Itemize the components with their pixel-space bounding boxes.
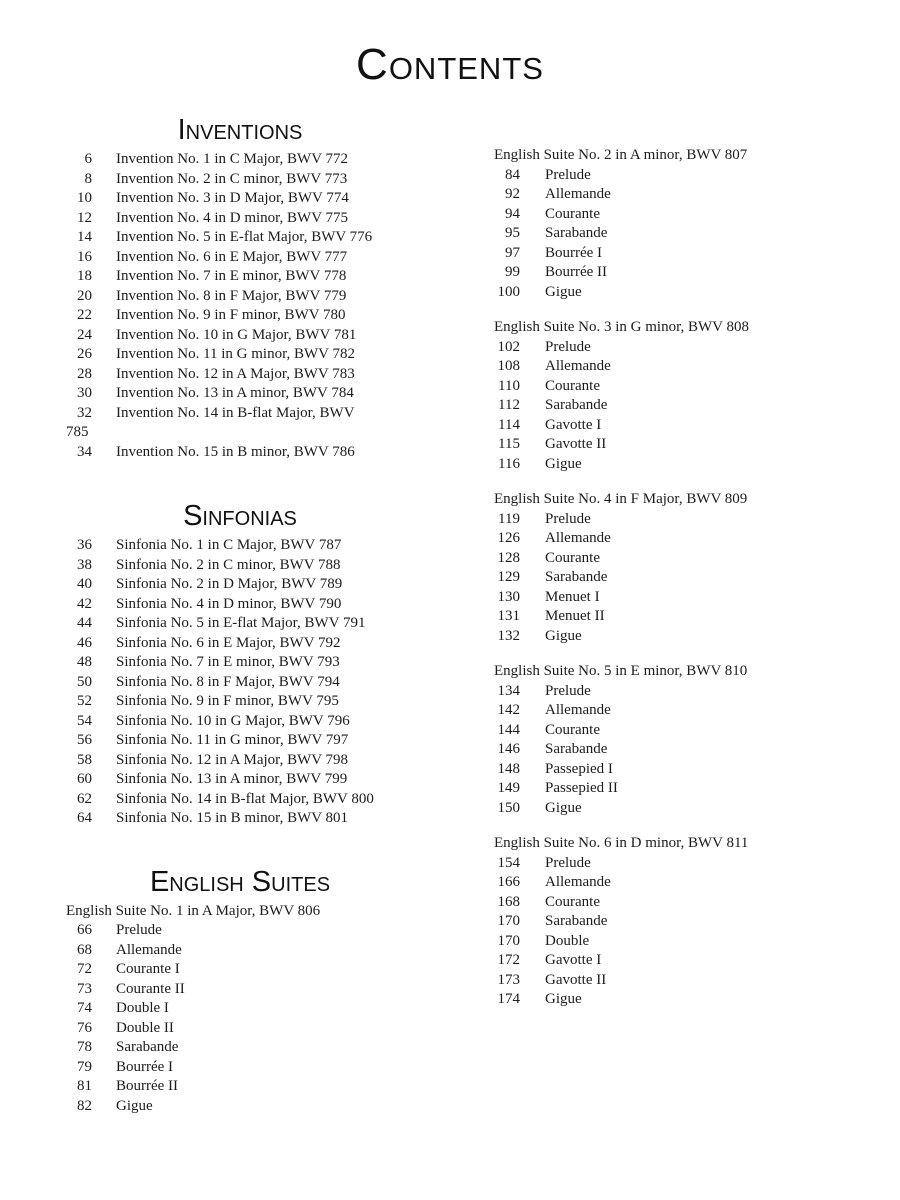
contents-entry[interactable] [66,170,446,190]
page-number: 112 [498,397,520,413]
entry-title: Gavotte I [545,952,602,968]
entry-title: Allemande [545,874,611,890]
entry-title: Sinfonia No. 7 in E minor, BWV 793 [116,654,340,670]
entry-title: Invention No. 4 in D minor, BWV 775 [116,209,349,226]
entry-title: Sarabande [545,569,608,585]
contents-entry[interactable] [494,873,854,893]
entry-title: Sinfonia No. 13 in A minor, BWV 799 [116,771,348,787]
page-number: 170 [497,913,520,929]
page-number: 34 [77,443,92,460]
contents-entry[interactable] [494,205,854,225]
entry-title: Courante [545,721,600,738]
entry-title: Courante [545,377,600,394]
page-number: 173 [497,971,520,988]
page-number: 115 [498,436,520,452]
page-number: 126 [497,530,520,546]
page-number: 26 [77,346,92,362]
page-number: 76 [77,1019,92,1036]
contents-entry[interactable] [66,1077,446,1097]
page-number: 60 [77,771,92,787]
page-number: 38 [77,556,92,573]
contents-entry[interactable] [66,941,446,961]
page-number: 24 [77,326,92,343]
entry-title: Sarabande [545,225,608,241]
page-number: 74 [77,1000,92,1016]
entry-title: Prelude [116,922,162,938]
entry-title-continuation: 785 [66,424,89,440]
contents-entry[interactable] [494,166,854,186]
page-number: 146 [497,741,520,757]
contents-entry[interactable] [66,999,446,1019]
entry-title: Sinfonia No. 14 in B-flat Major, BWV 800 [116,790,374,807]
contents-entry[interactable] [494,932,854,952]
page-number: 102 [497,338,520,355]
entry-title: Invention No. 8 in F Major, BWV 779 [116,287,347,304]
page-number: 20 [77,287,92,304]
entry-title: Sarabande [545,741,608,757]
entry-title: Sinfonia No. 15 in B minor, BWV 801 [116,810,349,826]
page-number: 129 [497,569,520,585]
suite-title[interactable]: English Suite No. 2 in A minor, BWV 807 [494,147,748,163]
contents-entry[interactable] [66,614,446,634]
page-number: 150 [497,799,520,816]
page-number: 50 [77,673,92,690]
page-number: 30 [77,385,92,401]
contents-entry[interactable] [66,575,446,595]
suite-title[interactable]: English Suite No. 5 in E minor, BWV 810 [494,663,748,679]
entry-title: Sinfonia No. 11 in G minor, BWV 797 [116,732,349,748]
contents-entry[interactable] [66,692,446,712]
suite-title[interactable]: English Suite No. 3 in G minor, BWV 808 [494,319,749,335]
contents-entry[interactable] [494,701,854,721]
english-suite-3-group [494,318,854,474]
entry-title: Sinfonia No. 6 in E Major, BWV 792 [116,634,341,651]
page-number: 172 [497,952,520,968]
entry-title: Invention No. 11 in G minor, BWV 782 [116,346,355,362]
inventions-list [66,150,446,462]
right-column [494,146,854,1026]
entry-title: Double I [116,1000,169,1016]
contents-entry[interactable] [66,326,446,346]
contents-entry[interactable] [494,357,854,377]
english-suite-1-group [66,902,446,1117]
inventions-heading: Inventions [177,114,303,146]
entry-title: Gavotte II [545,436,607,452]
contents-entry[interactable] [494,244,854,264]
page-number: 134 [497,682,520,699]
suite-title[interactable]: English Suite No. 1 in A Major, BWV 806 [66,902,321,919]
entry-title: Prelude [545,338,591,355]
page-number: 99 [505,264,520,280]
entry-title: Sarabande [116,1039,179,1055]
contents-entry[interactable] [494,740,854,760]
contents-entry[interactable] [66,790,446,810]
page-number: 128 [497,549,520,566]
page-number: 116 [498,455,520,472]
page-number: 110 [498,377,520,394]
page-number: 16 [77,248,92,265]
page-number: 130 [497,588,520,605]
entry-title: Invention No. 13 in A minor, BWV 784 [116,385,354,401]
entry-title: Menuet I [545,588,600,605]
entry-title: Gigue [545,627,582,644]
entry-title: Menuet II [545,608,605,624]
entry-title: Passepied I [545,760,613,777]
contents-entry[interactable] [494,760,854,780]
contents-entry[interactable] [494,283,854,303]
suite-title[interactable]: English Suite No. 4 in F Major, BWV 809 [494,491,748,507]
entry-title: Bourrée I [545,244,603,261]
entry-title: Courante [545,205,600,222]
entry-title: Gigue [545,991,582,1007]
contents-entry[interactable] [66,1058,446,1078]
page-number: 12 [77,209,92,226]
contents-entry[interactable] [494,721,854,741]
contents-entry[interactable] [66,228,446,248]
page-number: 79 [77,1058,92,1075]
entry-title: Prelude [545,682,591,699]
english-suite-5-group [494,662,854,818]
contents-entry[interactable] [494,912,854,932]
contents-entry[interactable] [66,384,446,404]
page-number: 52 [77,693,92,709]
entry-title: Sinfonia No. 12 in A Major, BWV 798 [116,751,349,768]
page-number: 82 [77,1097,92,1114]
contents-entry[interactable] [494,568,854,588]
entry-title: Gavotte I [545,416,602,433]
contents-entry[interactable] [66,673,446,693]
contents-entry[interactable] [66,404,446,443]
contents-entry[interactable] [494,893,854,913]
entry-title: Invention No. 2 in C minor, BWV 773 [116,170,348,187]
entry-title: Sinfonia No. 4 in D minor, BWV 790 [116,595,342,612]
english-suite-1-block [66,902,446,1117]
page-number: 64 [77,810,92,826]
page-number: 66 [77,922,92,938]
page-title: Contents [356,40,544,89]
entry-title: Courante I [116,961,180,977]
entry-title: Prelude [545,166,591,183]
sinfonias-heading: Sinfonias [183,500,297,532]
entry-title: Invention No. 3 in D Major, BWV 774 [116,190,349,206]
entry-title: Allemande [116,941,182,958]
page-number: 92 [505,186,520,202]
english-suite-4-group [494,490,854,646]
entry-title: Courante II [116,980,185,997]
entry-title: Gigue [545,799,582,816]
entry-title: Invention No. 1 in C Major, BWV 772 [116,151,349,167]
page-number: 22 [77,307,92,323]
english-suite-2-group [494,146,854,302]
contents-entry[interactable] [494,338,854,358]
page-number: 100 [497,283,520,300]
page-number: 40 [77,576,92,592]
contents-entry[interactable] [66,960,446,980]
contents-entry[interactable] [494,951,854,971]
english-suite-6-group [494,834,854,1010]
contents-entry[interactable] [66,365,446,385]
contents-entry[interactable] [494,588,854,608]
entry-title: Invention No. 5 in E-flat Major, BWV 776 [116,229,373,245]
page-number: 72 [77,961,92,977]
page-number: 42 [77,595,92,612]
page-number: 46 [77,634,92,651]
page-number: 54 [77,712,92,729]
page-number: 144 [497,721,520,738]
page-number: 132 [497,627,520,644]
contents-entry[interactable] [494,682,854,702]
entry-title: Sinfonia No. 9 in F minor, BWV 795 [116,693,339,709]
entry-title: Gigue [116,1097,153,1114]
contents-entry[interactable] [66,287,446,307]
page-number: 142 [497,702,520,718]
entry-title: Allemande [545,186,611,202]
page-number: 8 [84,170,92,187]
contents-entry[interactable] [494,510,854,530]
left-column [66,110,446,1132]
entry-title: Sinfonia No. 5 in E-flat Major, BWV 791 [116,615,366,631]
contents-entry[interactable] [494,377,854,397]
entry-title: Courante [545,893,600,910]
contents-entry[interactable] [494,627,854,647]
entry-title: Sarabande [545,397,608,413]
contents-entry[interactable] [66,634,446,654]
entry-title: Allemande [545,530,611,546]
contents-entry[interactable] [66,248,446,268]
page-number: 97 [505,244,520,261]
page-number: 62 [77,790,92,807]
contents-entry[interactable] [494,779,854,799]
contents-entry[interactable] [494,224,854,244]
page-number: 6 [84,151,92,167]
entry-title: Invention No. 6 in E Major, BWV 777 [116,248,348,265]
entry-title: Invention No. 10 in G Major, BWV 781 [116,326,357,343]
contents-entry[interactable] [66,306,446,326]
page-number: 168 [497,893,520,910]
page-number: 36 [77,537,92,553]
suite-title[interactable]: English Suite No. 6 in D minor, BWV 811 [494,835,749,851]
contents-entry[interactable] [66,921,446,941]
page-number: 148 [497,760,520,777]
contents-entry[interactable] [66,150,446,170]
contents-entry[interactable] [66,209,446,229]
entry-title: Gigue [545,455,582,472]
contents-entry[interactable] [66,1097,446,1117]
contents-entry[interactable] [66,751,446,771]
page-number: 44 [77,615,92,631]
page-number: 28 [77,365,92,382]
entry-title: Allemande [545,702,611,718]
contents-entry[interactable] [66,712,446,732]
entry-title: Gigue [545,283,582,300]
contents-entry[interactable] [494,529,854,549]
entry-title: Prelude [545,510,591,527]
contents-entry[interactable] [494,416,854,436]
page-number: 131 [497,608,520,624]
page-number: 84 [505,166,520,183]
contents-entry[interactable] [66,595,446,615]
entry-title: Sinfonia No. 2 in C minor, BWV 788 [116,556,341,573]
page-number: 14 [77,229,92,245]
entry-title: Allemande [545,358,611,374]
sinfonias-list [66,536,446,829]
entry-title: Invention No. 7 in E minor, BWV 778 [116,268,347,284]
page-number: 166 [497,874,520,890]
page-number: 68 [77,941,92,958]
contents-entry[interactable] [494,990,854,1010]
contents-entry[interactable] [66,189,446,209]
contents-entry[interactable] [66,443,446,463]
entry-title: Sinfonia No. 1 in C Major, BWV 787 [116,537,342,553]
page-number: 81 [77,1078,92,1094]
entry-title: Courante [545,549,600,566]
entry-title: Invention No. 14 in B-flat Major, BWV [116,404,355,421]
contents-entry[interactable] [66,1019,446,1039]
english-suites-heading: English Suites [149,865,331,898]
contents-entry[interactable] [494,396,854,416]
page-number: 149 [497,780,520,796]
entry-title: Passepied II [545,780,618,796]
page-number: 108 [497,358,520,374]
contents-entry[interactable] [494,799,854,819]
page-number: 119 [498,510,520,527]
contents-entry[interactable] [66,267,446,287]
contents-entry[interactable] [66,731,446,751]
page-number: 78 [77,1039,92,1055]
page-number: 48 [77,654,92,670]
page-number: 56 [77,732,92,748]
entry-title: Double II [116,1019,174,1036]
entry-title: Gavotte II [545,971,607,988]
entry-title: Sinfonia No. 8 in F Major, BWV 794 [116,673,340,690]
contents-entry[interactable] [66,809,446,829]
contents-entry[interactable] [66,770,446,790]
entry-title: Invention No. 9 in F minor, BWV 780 [116,307,346,323]
page-number: 58 [77,751,92,768]
entry-title: Bourrée I [116,1058,174,1075]
page-number: 94 [505,205,520,222]
entry-title: Bourrée II [545,264,608,280]
page-number: 174 [497,991,520,1007]
entry-title: Bourrée II [116,1078,179,1094]
page-number: 18 [77,268,92,284]
contents-entry[interactable] [494,263,854,283]
page-number: 170 [497,932,520,949]
contents-entry[interactable] [494,854,854,874]
contents-entry[interactable] [66,653,446,673]
entry-title: Double [545,932,590,949]
contents-entry[interactable] [494,971,854,991]
page-number: 10 [77,190,92,206]
contents-entry[interactable] [66,1038,446,1058]
contents-entry[interactable] [66,556,446,576]
page-number: 95 [505,225,520,241]
page-number: 114 [498,416,520,433]
entry-title: Sinfonia No. 2 in D Major, BWV 789 [116,576,343,592]
page-number: 32 [77,404,92,421]
entry-title: Prelude [545,854,591,871]
contents-entry[interactable] [494,435,854,455]
entry-title: Sarabande [545,913,608,929]
contents-entry[interactable] [494,607,854,627]
contents-entry[interactable] [494,455,854,475]
contents-entry[interactable] [66,980,446,1000]
entry-title: Invention No. 12 in A Major, BWV 783 [116,365,355,382]
contents-entry[interactable] [494,185,854,205]
entry-title: Sinfonia No. 10 in G Major, BWV 796 [116,712,350,729]
page-number: 73 [77,980,92,997]
contents-entry[interactable] [66,536,446,556]
page-number: 154 [497,854,520,871]
entry-title: Invention No. 15 in B minor, BWV 786 [116,443,355,460]
contents-entry[interactable] [494,549,854,569]
contents-entry[interactable] [66,345,446,365]
